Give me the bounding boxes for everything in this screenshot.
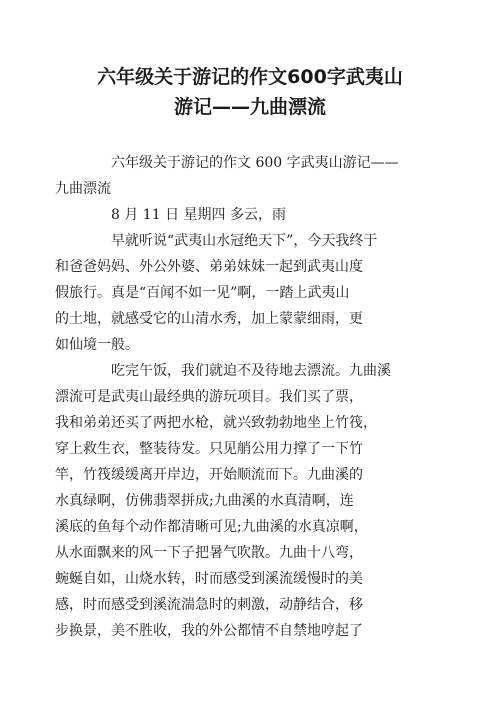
paragraph-1-line-1: 六年级关于游记的作文 600 字武夷山游记—— — [111, 155, 399, 171]
title-line-1: 六年级关于游记的作文600字武夷山 — [97, 66, 403, 88]
paragraph-4-line-9: 蜿蜒自如，山烧水转，时而感受到溪流缓慢时的美 — [55, 571, 363, 587]
paragraph-1-line-2: 九曲漂流 — [55, 181, 111, 197]
date-line: 8 月 11 日 星期四 多云，雨 — [111, 207, 286, 223]
paragraph-3-line-3: 假旅行。真是“百闻不如一见”啊，一踏上武夷山 — [55, 285, 350, 301]
paragraph-4-line-10: 感，时而感受到溪流湍急时的刺激，动静结合，移 — [55, 597, 363, 613]
paragraph-3-line-2: 和爸爸妈妈、外公外婆、弟弟妹妹一起到武夷山度 — [55, 259, 363, 275]
paragraph-4-line-4: 穿上救生衣，整装待发。只见艄公用力撑了一下竹 — [55, 441, 363, 457]
paragraph-3-line-5: 如仙境一般。 — [55, 337, 139, 353]
paragraph-3-line-1: 早就听说“武夷山水冠绝天下”，今天我终于 — [111, 233, 378, 249]
title-line-2: 游记——九曲漂流 — [173, 96, 326, 118]
document-body — [55, 150, 423, 644]
paragraph-4-line-2: 漂流可是武夷山最经典的游玩项目。我们买了票， — [55, 389, 363, 405]
paragraph-4-line-1: 吃完午饭，我们就迫不及待地去漂流。九曲溪 — [111, 363, 391, 379]
paragraph-4 — [55, 358, 423, 644]
paragraph-4-line-7: 溪底的鱼每个动作都清晰可见;九曲溪的水真凉啊， — [55, 519, 368, 535]
paragraph-3 — [55, 228, 423, 358]
document-title — [40, 62, 460, 122]
paragraph-2 — [83, 202, 423, 228]
paragraph-1 — [55, 150, 423, 202]
paragraph-4-line-6: 水真绿啊，仿佛翡翠拼成;九曲溪的水真清啊，连 — [55, 493, 354, 509]
paragraph-4-line-3: 我和弟弟还买了两把水枪，就兴致勃勃地坐上竹筏， — [55, 415, 377, 431]
paragraph-4-line-5: 竿，竹筏缓缓离开岸边，开始顺流而下。九曲溪的 — [55, 467, 363, 483]
paragraph-4-line-11: 步换景，美不胜收，我的外公都情不自禁地哼起了 — [55, 623, 363, 639]
paragraph-4-line-8: 从水面飘来的风一下子把暑气吹散。九曲十八弯， — [55, 545, 363, 561]
paragraph-3-line-4: 的土地，就感受它的山清水秀，加上蒙蒙细雨，更 — [55, 311, 363, 327]
